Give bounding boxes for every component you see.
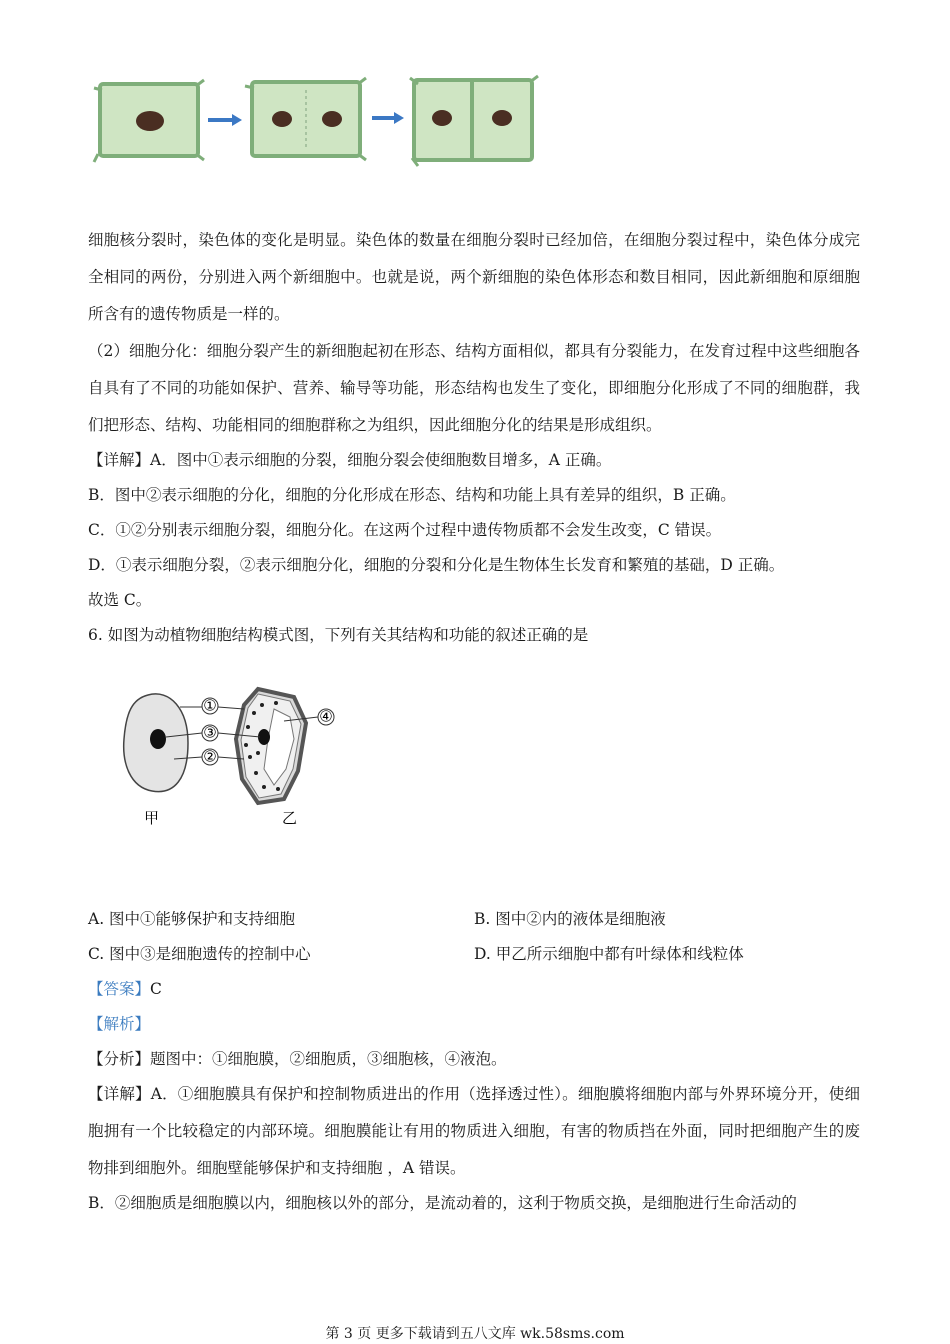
- label-2-icon: [202, 748, 218, 766]
- nucleus-icon: [136, 111, 164, 131]
- analysis-tag: 【解析】: [88, 1015, 151, 1033]
- analysis-line: 【分析】题图中：①细胞膜，②细胞质，③细胞核，④液泡。: [88, 1050, 507, 1068]
- paragraph-nucleus-division: 细胞核分裂时，染色体的变化是明显。染色体的数量在细胞分裂时已经加倍，在细胞分裂过程中，染色体分成完全相同的两份，分别进入两个新细胞中。也就是说，两个新细胞的染色体形态和数目相同，因此新细胞和原细胞所含有的遗传物质是一样的。: [88, 231, 860, 323]
- nucleus-icon: [492, 110, 512, 126]
- arrow-icon: [372, 112, 404, 124]
- option-b: B. 图中②内的液体是细胞液: [474, 910, 666, 928]
- arrow-icon: [208, 114, 242, 126]
- caption-left: 甲: [144, 809, 160, 827]
- caption-right: 乙: [282, 809, 298, 827]
- label-text: ①: [203, 696, 217, 715]
- detail-line-c: C．①②分别表示细胞分裂，细胞分化。在这两个过程中遗传物质都不会发生改变，C 错误。: [88, 521, 722, 539]
- detail-line-a: 【详解】A．图中①表示细胞的分裂，细胞分裂会使细胞数目增多，A 正确。: [88, 451, 612, 469]
- label-text: ②: [203, 747, 217, 766]
- detail-paragraph-a: 【详解】A．①细胞膜具有保护和控制物质进出的作用（选择透过性）。细胞膜将细胞内部与外界环境分开，使细胞拥有一个比较稳定的内部环境。细胞膜能让有用的物质进入细胞，有害的物质挡在外面，同时把细胞产生的废物排到细胞外。细胞壁能够保护和支持细胞 ，A 错误。: [88, 1085, 860, 1177]
- nucleus-icon: [322, 111, 342, 127]
- label-3-icon: [202, 724, 218, 742]
- nucleus-icon: [272, 111, 292, 127]
- label-text: ③: [203, 723, 217, 742]
- page-footer: 第 3 页 更多下载请到五八文库 wk.58sms.com: [325, 1326, 625, 1342]
- animal-nucleus: [150, 729, 166, 749]
- dividing-cell: [245, 78, 366, 160]
- option-c: C. 图中③是细胞遗传的控制中心: [88, 945, 311, 963]
- paragraph-cell-differentiation: （2）细胞分化：细胞分裂产生的新细胞起初在形态、结构方面相似，都具有分裂能力，在发育过程中这些细胞各自具有了不同的功能如保护、营养、输导等功能，形态结构也发生了变化，即细胞分化形成了不同的细胞群，我们把形态、结构、功能相同的细胞群称之为组织，因此细胞分化的结果是形成组织。: [88, 342, 860, 434]
- label-1-icon: [202, 697, 218, 715]
- single-cell: [94, 80, 204, 162]
- nucleus-icon: [432, 110, 452, 126]
- label-4-icon: [318, 708, 334, 726]
- option-a: A. 图中①能够保护和支持细胞: [88, 910, 296, 928]
- label-text: ④: [319, 707, 333, 726]
- option-d: D. 甲乙所示细胞中都有叶绿体和线粒体: [474, 945, 744, 963]
- two-new-cells: [410, 76, 538, 166]
- cell-structure-figure: [118, 683, 358, 833]
- answer-tag: 【答案】: [88, 980, 151, 998]
- conclusion-line: 故选 C。: [88, 591, 152, 609]
- cell-division-figure: [92, 70, 542, 170]
- detail-line-b: B．图中②表示细胞的分化，细胞的分化形成在形态、结构和功能上具有差异的组织，B 正确。: [88, 486, 736, 504]
- detail-line-b2: B．②细胞质是细胞膜以内，细胞核以外的部分，是流动着的，这利于物质交换，是细胞进行生命活动的: [88, 1194, 797, 1212]
- question-6: 6. 如图为动植物细胞结构模式图，下列有关其结构和功能的叙述正确的是: [88, 626, 589, 644]
- answer-value: C: [150, 980, 162, 998]
- answer-line: [88, 978, 162, 1000]
- detail-line-d: D．①表示细胞分裂，②表示细胞分化，细胞的分裂和分化是生物体生长发育和繁殖的基础，D 正确。: [88, 556, 785, 574]
